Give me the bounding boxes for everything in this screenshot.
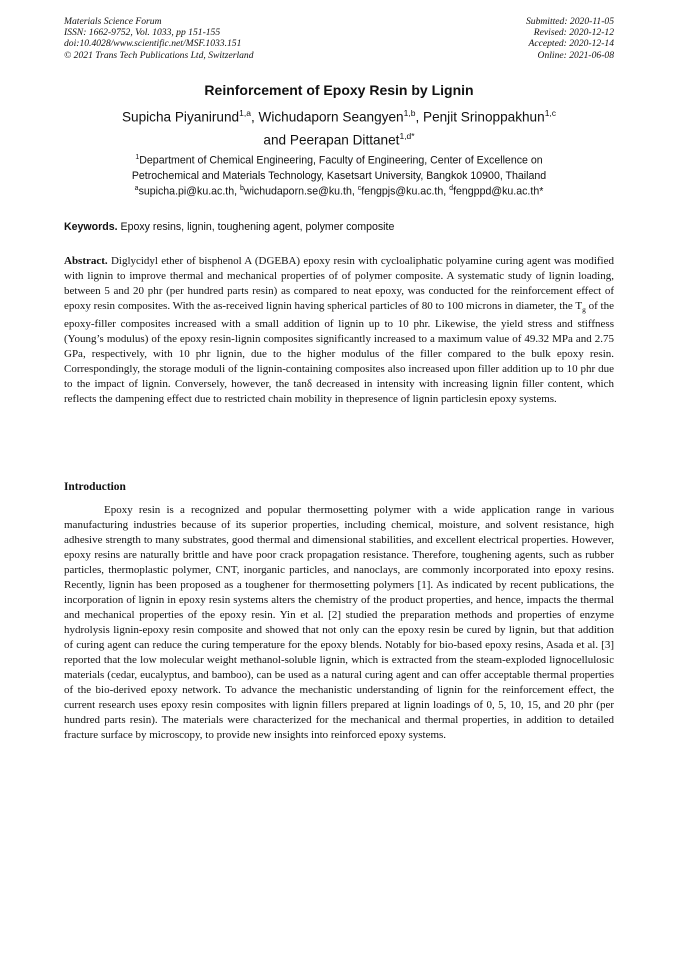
keywords-text: Epoxy resins, lignin, toughening agent, polymer composite: [120, 221, 395, 233]
keywords: [64, 221, 614, 233]
submitted-date: Submitted: 2020-11-05: [525, 16, 614, 27]
accepted-date: Accepted: 2020-12-14: [528, 38, 614, 50]
author-affiliation-mark: 1,a: [239, 108, 251, 118]
abstract-text-2: of the epoxy-filler composites increased with a small addition of lignin up to 10 phr. Likewise, the yield stress and stiffness (Young’s modulus) of the epoxy resin-lignin composites significantly increased to a maximum value of 49.32 MPa and 2.75 GPa, respectively, with 10 phr lignin, due to the higher modulus of the filler compared to the bulk epoxy resin. Correspondingly, the storage moduli of the lignin-containing composites also increased upon filler addition up to 10 phr due to the impact of lignin. Conversely, however, the tanδ decreased in intensity with increasing lignin filler content, which reflects the dampening effect due to restricted chain mobility in thepresence of lignin particlesin epoxy systems.: [64, 300, 614, 406]
author-line-2: and Peerapan Dittanet$^{1,d*}$: [263, 130, 415, 148]
author-affiliation-mark: 1,b: [403, 108, 416, 118]
affiliation: [40, 150, 638, 185]
email-link[interactable]: supicha.pi@ku.ac.th: [138, 185, 235, 198]
author-affiliation-mark: 1,c: [544, 108, 557, 118]
author-line-1: Supicha Piyanirund$^{1,a}$, Wichudaporn Seangyen$^{1,b}$, Penjit Srinoppakhun$^{1,c}$: [121, 108, 557, 125]
abstract-text-1: Diglycidyl ether of bisphenol A (DGEBA) epoxy resin with cycloaliphatic polyamine curing agent was modified with lignin to improve thermal and mechanical properties of of polymer composite. A systematic study of lignin loading, between 5 and 20 phr (per hundred parts resin) as compared to neat epoxy, was conducted for the reinforcement effect of epoxy resin composites. With the as-received lignin having spherical particles of 80 to 100 microns in diameter, the T: [64, 255, 615, 312]
affiliation-line: Petrochemical and Materials Technology, Kasetsart University, Bangkok 10900, Thailand: [131, 170, 547, 183]
author-emails: $^a$supicha.pi@ku.ac.th, $^b$wichudaporn.se@ku.th, $^c$fengpjs@ku.ac.th, $^d$fengppd@ku.ac.th*: [134, 185, 544, 198]
email-link[interactable]: wichudaporn.se@ku.th: [243, 185, 352, 198]
journal-info: [64, 16, 254, 61]
section-heading-introduction: Introduction: [64, 481, 126, 493]
author-name: Penjit Srinoppakhun: [423, 109, 545, 125]
affiliation-mark: 1: [135, 154, 140, 161]
abstract: [64, 254, 614, 407]
email-link[interactable]: fengppd@ku.ac.th*: [453, 185, 544, 198]
author-name: Wichudaporn Seangyen: [258, 109, 404, 125]
paper-title: Reinforcement of Epoxy Resin by Lignin: [204, 82, 474, 98]
email-link[interactable]: fengpjs@ku.ac.th: [361, 185, 444, 198]
issn-line: ISSN: 1662-9752, Vol. 1033, pp 151-155: [64, 27, 221, 39]
author-affiliation-mark: 1,d*: [399, 130, 415, 141]
introduction-paragraph: Epoxy resin is a recognized and popular thermosetting polymer with a wide application range in various manufacturing industries because of its superior properties, including chemical, moisture, and solvent resistance, high adhesive strength to many substrates, good thermal and dimensional stabilities, and excellent electrical properties. However, epoxy resins are naturally brittle and have poor crack propagation resistance. Therefore, toughening agents, such as rubber particles, thermoplastic polymer, CNT, inorganic particles, and nanoclays, are commonly incorporated into epoxy resins. Recently, lignin has been proposed as a toughener for thermosetting polymers [1]. As indicated by recent publications, the incorporation of lignin in epoxy resin systems alters the chemistry of the product properties, and hence, impacts the thermal and mechanical properties of the epoxy resin. Yin et al. [2] studied the preparation methods and properties of enzyme hydrolysis lignin-epoxy resin composite and showed that not only can the epoxy resin be cured by lignin, but that addition of curing agent can reduce the curing temperature for the epoxy blends. Notably for bio-based epoxy resins, Asada et al. [3] reported that the low molecular weight methanol-soluble lignin, which is extracted from the steam-exploded lignocellulosic materials (cedar, eucalyptus, and bamboo), can be used as a natural curing agent and can offer acceptable thermal properties of the bio-derived epoxy network. To advance the mechanistic understanding of lignin for the reinforcement effect, the current research uses epoxy resin composites with lignin fillers prepared at lignin loadings of 0, 5, 10, 15, and 20 phr (per hundred parts resin). The materials were characterized for the mechanical and thermal properties, in addition to detailed fracture surface by microscopy, to provide new insights into reinforced epoxy systems.: [64, 504, 614, 741]
revised-date: Revised: 2020-12-12: [533, 27, 614, 39]
keywords-label: Keywords.: [64, 221, 118, 233]
journal-name: Materials Science Forum: [64, 16, 162, 27]
author-list: [40, 104, 638, 149]
submission-dates: [526, 16, 614, 61]
author-name: Peerapan Dittanet: [289, 132, 400, 148]
author-name: Supicha Piyanirund: [121, 109, 240, 125]
abstract-label: Abstract.: [64, 255, 108, 267]
online-date: Online: 2021-06-08: [537, 49, 614, 61]
tg-subscript: g: [582, 305, 586, 315]
affiliation-line: Department of Chemical Engineering, Faculty of Engineering, Center of Excellence on: [139, 154, 543, 167]
doi-line: doi:10.4028/www.scientific.net/MSF.1033.151: [64, 38, 242, 50]
copyright-line: © 2021 Trans Tech Publications Ltd, Switzerland: [64, 49, 254, 61]
